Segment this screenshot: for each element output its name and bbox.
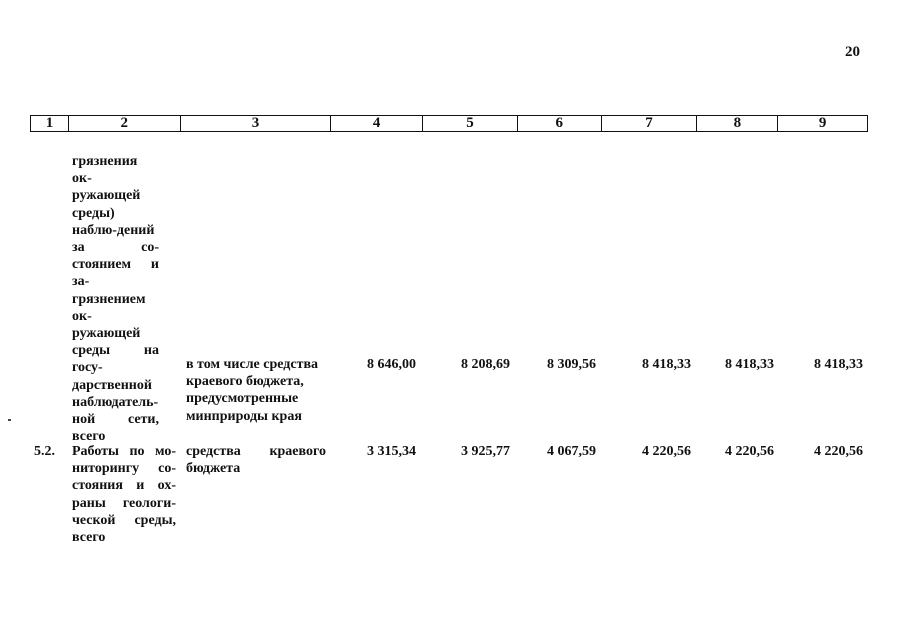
- header-col-2: 2: [69, 116, 181, 131]
- header-col-5: 5: [423, 116, 518, 131]
- row-5-2-value-col6: 4 067,59: [547, 444, 596, 459]
- row-5-2-value-col8: 4 220,56: [725, 444, 774, 459]
- page-number: 20: [845, 44, 860, 60]
- subtotal-value-col9: 8 418,33: [814, 357, 863, 372]
- subtotal-value-col7: 8 418,33: [642, 357, 691, 372]
- header-col-4: 4: [331, 116, 423, 131]
- row-5-2-number: 5.2.: [34, 444, 55, 459]
- subtotal-source: в том числе средства краевого бюджета, предусмотренные минприроды края: [186, 357, 319, 424]
- header-col-3: 3: [181, 116, 332, 131]
- subtotal-value-col5: 8 208,69: [461, 357, 510, 372]
- row-5-2-value-col9: 4 220,56: [814, 444, 863, 459]
- row-5-2-value-col7: 4 220,56: [642, 444, 691, 459]
- row-5-2-value-col5: 3 925,77: [461, 444, 510, 459]
- header-col-6: 6: [518, 116, 602, 131]
- scan-artifact-mark: [8, 419, 11, 421]
- header-col-8: 8: [697, 116, 778, 131]
- subtotal-value-col4: 8 646,00: [367, 357, 416, 372]
- continuation-description: грязнения ок-ружающей среды) наблю-дений за со-стоянием и за-грязнением ок-ружающей среды на госу-дарственной наблюдатель-ной сети, всего: [72, 154, 159, 445]
- header-col-7: 7: [602, 116, 698, 131]
- header-col-9: 9: [818, 115, 827, 131]
- header-col-1: 1: [31, 116, 69, 131]
- subtotal-value-col6: 8 309,56: [547, 357, 596, 372]
- row-5-2-value-col4: 3 315,34: [367, 444, 416, 459]
- subtotal-value-col8: 8 418,33: [725, 357, 774, 372]
- row-5-2-description: Работы по мо-ниторингу со-стояния и ох-раны геологи-ческой среды, всего: [72, 444, 176, 546]
- table-header-row: [30, 115, 868, 132]
- row-5-2-source: средства краевого бюджета: [186, 444, 326, 477]
